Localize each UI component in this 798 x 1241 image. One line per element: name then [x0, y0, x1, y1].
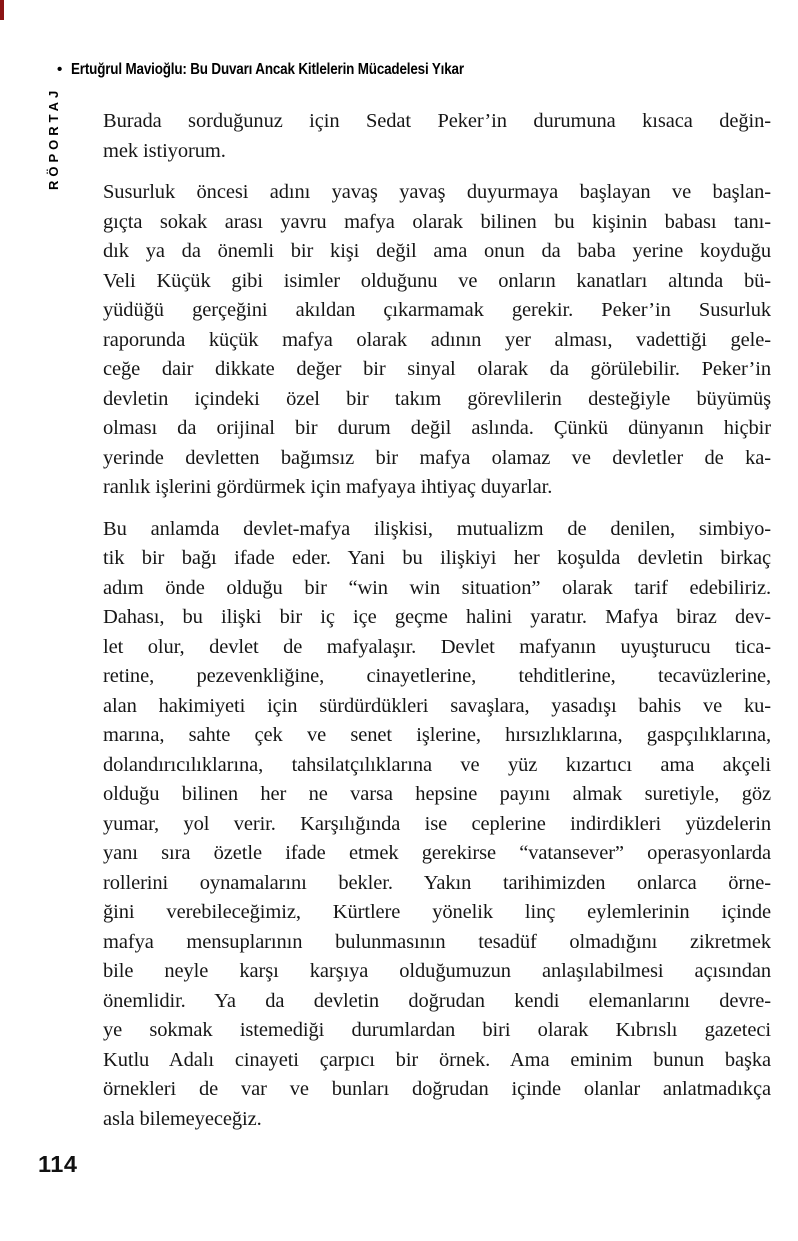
text-line: bile neyle karşı karşıya olduğumuzun anlaşılabilmesi açısından: [103, 960, 771, 982]
text-line: ye sokmak istemediği durumlardan biri olarak Kıbrıslı gazeteci: [103, 1019, 771, 1041]
text-line: Dahası, bu ilişki bir iç içe geçme halini yaratır. Mafya biraz dev-: [103, 606, 771, 628]
text-line: olması da orijinal bir durum değil aslında. Çünkü dünyanın hiçbir: [103, 417, 771, 439]
text-line: asla bilemeyeceğiz.: [103, 1107, 262, 1130]
text-line: mek istiyorum.: [103, 139, 226, 162]
text-line: ranlık işlerini gördürmek için mafyaya ihtiyaç duyarlar.: [103, 476, 553, 498]
text-line: alan hakimiyeti için sürdürdükleri savaşlara, yasadışı bahis ve ku-: [103, 694, 771, 717]
text-line: let olur, devlet de mafyalaşır. Devlet mafyanın uyuşturucu tica-: [103, 635, 771, 658]
text-line: Bu anlamda devlet-mafya ilişkisi, mutualizm de denilen, simbiyo-: [103, 517, 771, 540]
running-header: [57, 61, 539, 79]
text-line: dık ya da önemli bir kişi değil ama onun da baba yerine koyduğu: [103, 240, 771, 262]
text-line: mafya mensuplarının bulunmasının tesadüf olmadığını zikretmek: [103, 930, 771, 953]
text-line: Burada sorduğunuz için Sedat Peker’in durumuna kısaca değin-: [103, 110, 771, 132]
text-line: marına, sahte çek ve senet işlerine, hırsızlıklarına, gaspçılıklarına,: [103, 724, 771, 746]
paragraph: [103, 178, 771, 503]
text-line: rollerini oynamalarını bekler. Yakın tarihimizden onlarca örne-: [103, 871, 771, 894]
text-line: Kutlu Adalı cinayeti çarpıcı bir örnek. Ama eminim bunun başka: [103, 1048, 771, 1071]
paragraph: [103, 107, 771, 166]
text-line: raporunda küçük mafya olarak adının yer alması, vadettiği gele-: [103, 328, 771, 351]
text-line: önemlidir. Ya da devletin doğrudan kendi elemanlarını devre-: [103, 989, 771, 1012]
text-line: yumar, yol verir. Karşılığında ise ceplerine indirdikleri yüzdelerin: [103, 812, 771, 835]
text-line: Susurluk öncesi adını yavaş yavaş duyurmaya başlayan ve başlan-: [103, 181, 771, 203]
section-vertical-label: RÖPORTAJ: [46, 86, 61, 190]
text-line: ceğe dair dikkate değer bir sinyal olarak da görülebilir. Peker’in: [103, 358, 771, 380]
text-line: retine, pezevenkliğine, cinayetlerine, tehditlerine, tecavüzlerine,: [103, 665, 771, 687]
text-line: tik bir bağı ifade eder. Yani bu ilişkiyi her koşulda devletin birkaç: [103, 547, 771, 569]
page-number: 114: [38, 1151, 78, 1177]
bullet-icon: •: [57, 60, 63, 78]
scan-artifact: [0, 0, 4, 20]
text-line: dolandırıcılıklarına, tahsilatçılıklarına ve yüz kızartıcı ama akçeli: [103, 753, 771, 776]
text-line: Veli Küçük gibi isimler olduğunu ve onların kanatları altında bü-: [103, 269, 771, 292]
running-header-title: Ertuğrul Mavioğlu: Bu Duvarı Ancak Kitlelerin Mücadelesi Yıkar: [71, 61, 465, 78]
text-line: gıçta sokak arası yavru mafya olarak bilinen bu kişinin babası tanı-: [103, 210, 771, 233]
text-line: örnekleri de var ve bunları doğrudan içinde olanlar anlatmadıkça: [103, 1078, 771, 1100]
body-text: [103, 107, 771, 1134]
text-line: devletin içindeki özel bir takım görevlilerin desteğiyle büyümüş: [103, 387, 771, 410]
text-line: yanı sıra özetle ifade etmek gerekirse “vatansever” operasyonlarda: [103, 842, 771, 864]
text-line: yerinde devletten bağımsız bir mafya olamaz ve devletler de ka-: [103, 446, 771, 469]
text-line: olduğu bilinen her ne varsa hepsine payını almak suretiyle, göz: [103, 783, 771, 805]
text-line: ğini verebileceğimiz, Kürtlere yönelik linç eylemlerinin içinde: [103, 901, 771, 923]
text-line: adım önde olduğu bir “win win situation” olarak tarif edebiliriz.: [103, 576, 771, 599]
text-line: yüdüğü gerçeğini akıldan çıkarmamak gerekir. Peker’in Susurluk: [103, 299, 771, 321]
paragraph: [103, 515, 771, 1135]
